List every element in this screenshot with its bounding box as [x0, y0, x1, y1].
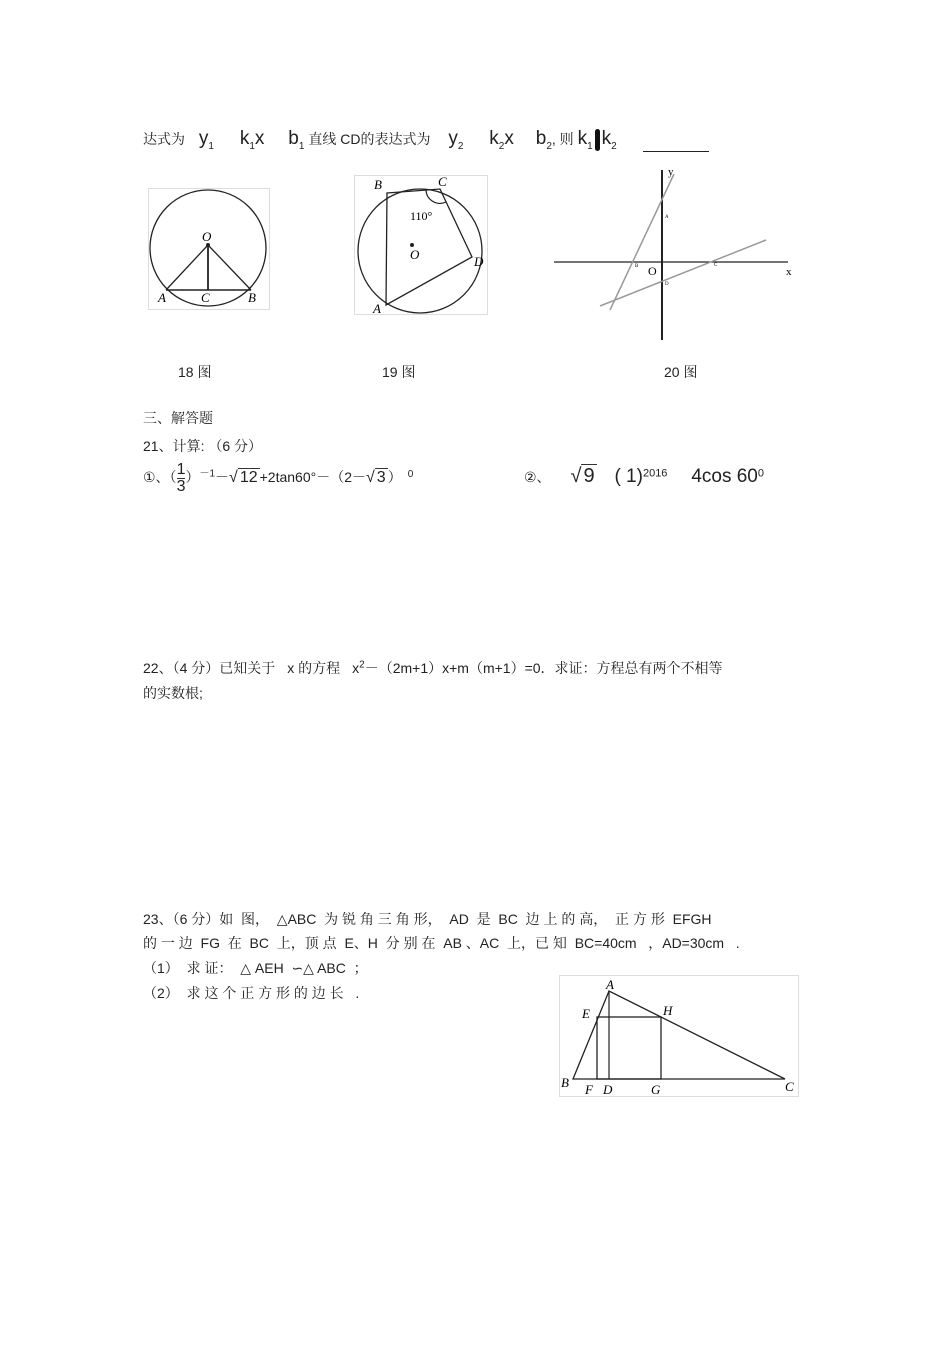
cos-term: 4cos 60 — [691, 466, 758, 487]
label-d: D — [665, 282, 669, 287]
k1b-symbol: $k_1$ — [577, 128, 593, 152]
label-a: A — [373, 301, 381, 315]
label-o: O — [410, 247, 420, 262]
label-o: O — [648, 264, 657, 278]
k2b-symbol: $k_2$ — [601, 128, 617, 152]
text-mid: 直线 CD的表达式为 — [308, 131, 431, 147]
label-d: D — [474, 254, 484, 269]
q23-line4: （2） 求 这 个 正 方 形 的 边 长 . — [143, 985, 360, 1001]
q22-line2: 的实数根; — [143, 685, 203, 701]
figure-18 — [148, 188, 270, 310]
text-prefix: 达式为 — [143, 131, 185, 147]
caption-18: 18 图 — [178, 364, 212, 380]
square-efgh — [597, 1017, 661, 1079]
sqrt-9: √ 9 — [570, 465, 595, 487]
line-cd — [600, 240, 766, 306]
b2-symbol: $b_2$ — [535, 128, 552, 152]
x1-symbol: x — [254, 128, 265, 149]
sqrt-12: √ 12 — [229, 469, 258, 487]
x2-symbol: x — [504, 128, 514, 149]
label-b: B — [561, 1075, 569, 1090]
q23-line1: 23、（6 分）如 图， △ABC 为 锐 角 三 角 形， AD 是 BC 边 上 的 高， 正 方 形 EFGH — [143, 911, 712, 927]
q21-title: 21、计算: （6 分） — [143, 438, 263, 454]
label-b: B — [374, 177, 382, 192]
caption-20: 20 图 — [664, 364, 698, 380]
label-a: A — [665, 215, 669, 220]
ink-mark — [595, 129, 600, 151]
paren-minus-one: ( 1) — [614, 466, 643, 487]
fraction-one-third: $\frac{1}{3}$ — [176, 461, 186, 495]
label-d: D — [603, 1082, 613, 1097]
caption-19: 19 图 — [382, 364, 416, 380]
label-g: G — [651, 1082, 661, 1097]
label-x: x — [786, 266, 792, 278]
label-c: C — [785, 1079, 794, 1094]
circle-o — [358, 189, 482, 313]
label-b: B — [635, 264, 639, 269]
label-a: A — [606, 977, 614, 992]
section-title: 三、解答题 — [143, 410, 213, 426]
q21-part2: ②、 √ 9 ( 1)$^{2016}$ 4cos $60^0$ — [524, 465, 764, 487]
y2-symbol: $y_2$ — [448, 128, 464, 152]
q23-line2: 的 一 边 FG 在 BC 上，顶 点 E、H 分 别 在 AB 、AC 上，已 知 BC=40cm ，AD=30cm . — [143, 935, 740, 951]
y1-symbol: $y_1$ — [198, 128, 214, 152]
figure-23 — [559, 975, 799, 1097]
answer-blank — [643, 137, 709, 152]
figure-20 — [548, 162, 800, 342]
label-angle: 110° — [410, 209, 433, 223]
label-f: F — [585, 1082, 593, 1097]
q23-line3: （1） 求 证： △ AEH ∽△ ABC ； — [143, 960, 368, 976]
q20-expression-line — [143, 128, 709, 152]
triangle-abc — [573, 991, 785, 1079]
sqrt-3: √ 3 — [366, 469, 386, 487]
label-c: C — [438, 175, 447, 189]
figure-19 — [354, 175, 488, 315]
k2-symbol: $k_2$ — [489, 128, 505, 152]
label-b: B — [248, 290, 256, 305]
label-e: E — [582, 1006, 590, 1021]
q22-line1: 22、（4 分）已知关于 x 的方程 $x^2-(2m+1)x+m(m+1)=0$．求证：方程总有两个不相等 — [143, 659, 723, 676]
label-h: H — [663, 1003, 673, 1018]
text-then: , 则 — [551, 131, 574, 147]
label-c: C — [201, 290, 210, 305]
label-y: y — [668, 166, 674, 178]
label-a: A — [158, 290, 166, 305]
label-o: O — [202, 229, 212, 244]
k1-symbol: $k_1$ — [239, 128, 255, 152]
q21-part1: ①、（ $\frac{1}{3}$ ）$^{-1}$－√ 12 +2tan60°－（2－√ 3 ） $^0$ — [143, 461, 414, 495]
label-c: C — [714, 263, 718, 268]
b1-symbol: $b_1$ — [288, 128, 305, 152]
